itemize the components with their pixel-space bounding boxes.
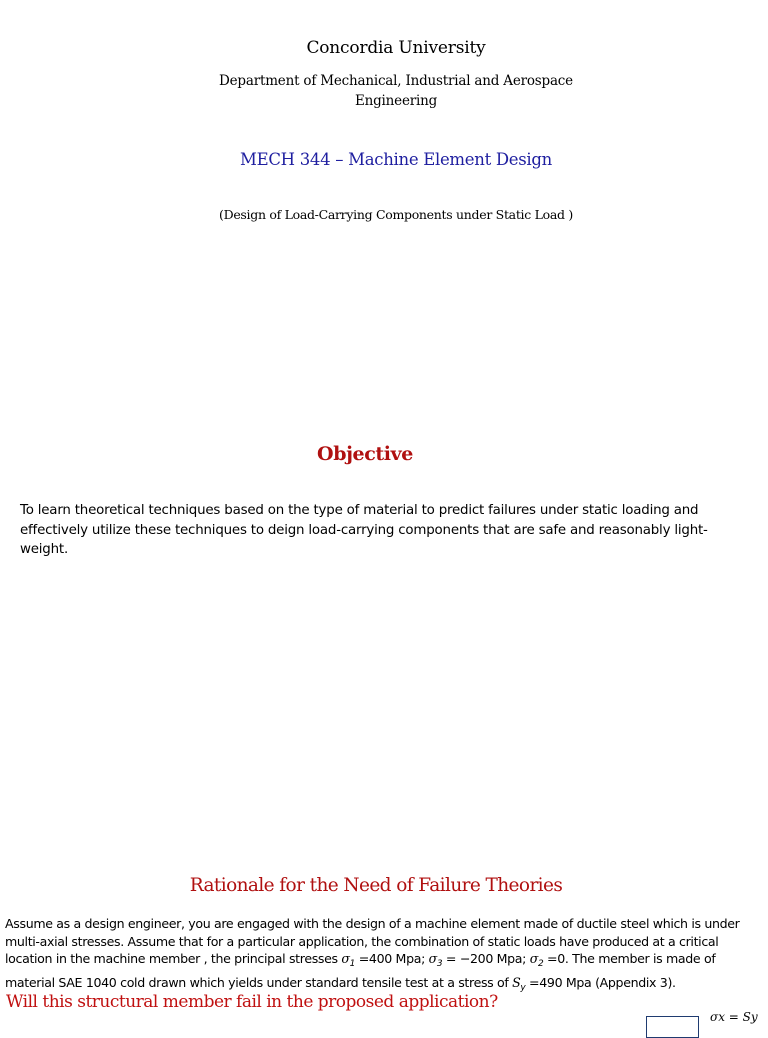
figure-box-partial (646, 1016, 699, 1038)
yield-strength-subscript: y (520, 982, 526, 993)
sigma-3-value: = −200 Mpa; (442, 951, 530, 966)
sigma-1-value: =400 Mpa; (355, 951, 429, 966)
course-title: MECH 344 – Machine Element Design (240, 150, 552, 169)
sigma-3-subscript: 3 (436, 959, 443, 969)
course-subtitle: (Design of Load-Carrying Components under Static Load ) (219, 207, 573, 222)
sigma-1-symbol: σ (341, 951, 350, 966)
department-name: Department of Mechanical, Industrial and Aerospace Engineering (219, 73, 573, 109)
sigma-2-symbol: σ (529, 951, 538, 966)
yield-strength-value: =490 Mpa (Appendix 3). (525, 974, 676, 990)
yield-strength-symbol: S (512, 974, 521, 990)
rationale-text: Assume as a design engineer, you are engaged with the design of a machine element made of ductile steel which is under multi-axial stresses. Assume that for a particular application, the combination of static loads have produced at a critical location in the machine member , the principal stresses (5, 916, 740, 966)
rationale-body (5, 915, 757, 997)
sigma-1-subscript: 1 (349, 959, 356, 969)
objective-heading: Objective (317, 443, 413, 465)
figure-equation: σx = Sy (710, 1010, 758, 1024)
sigma-2-value: =0. The member is made of material SAE 1040 cold drawn which yields under standard tensile test at a stress of (5, 951, 716, 990)
university-name: Concordia University (306, 38, 486, 58)
sigma-2-subscript: 2 (537, 959, 544, 969)
objective-body: To learn theoretical techniques based on the type of material to predict failures under static loading and effectively utilize these techniques to deign load-carrying components that are safe and reasonably light-weight. (20, 503, 708, 557)
rationale-heading: Rationale for the Need of Failure Theories (189, 875, 563, 896)
sigma-3-symbol: σ (428, 951, 437, 966)
failure-question: Will this structural member fail in the proposed application? (6, 992, 498, 1012)
